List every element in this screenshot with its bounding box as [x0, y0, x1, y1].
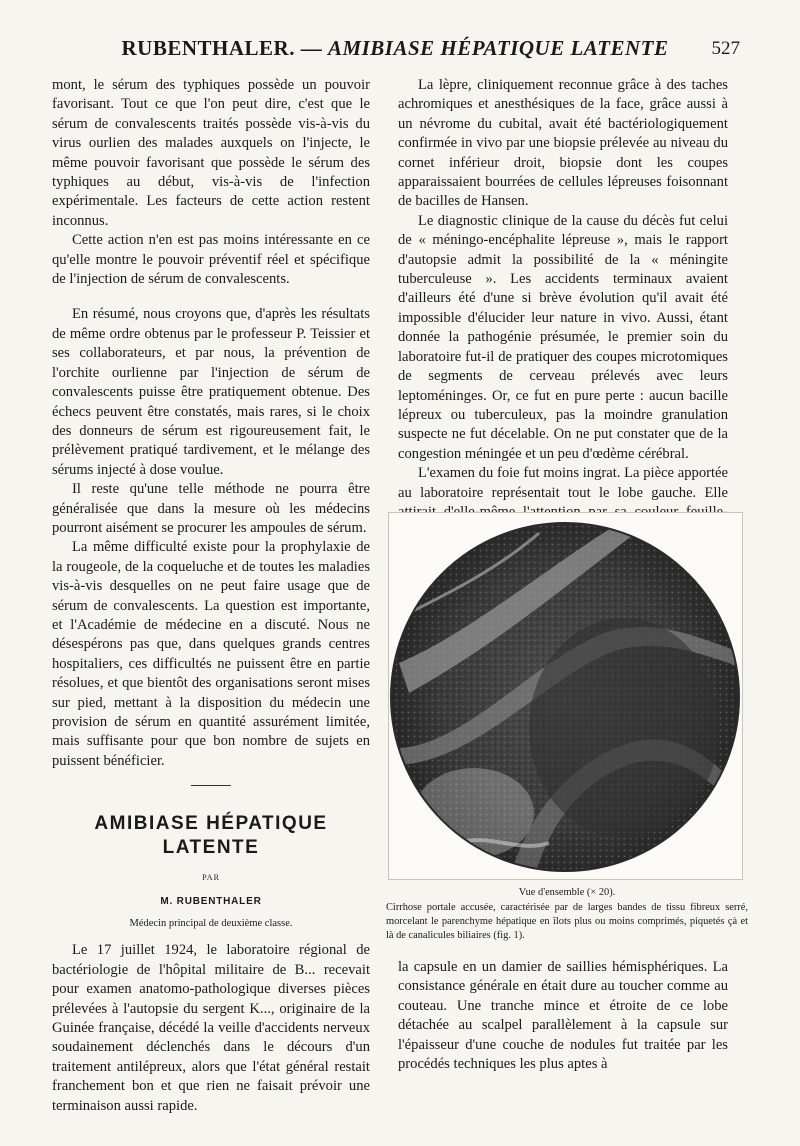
article-title-line: LATENTE — [162, 837, 260, 859]
micrograph-figure — [388, 512, 743, 880]
paragraph: La même difficulté existe pour la prophylaxie de la rougeole, de la coqueluche et de toutes les maladies vis-à-vis desquelles on ne peut faire usage que de sérum de convalescents. La question est importante, et l'Académie de médecine en a discuté. Nous ne désespérons pas que, dans quelques grands centres hospitaliers, ces difficultés ne puissent être en partie résolues, et que bientôt des organisations seront mises sur pied, mettant à la disposition du médecin une provision de sérum en quantité assurément limitée, mais suffisante pour que bon nombre de sujets en puissent bénéficier. — [52, 539, 370, 769]
figure-caption — [386, 886, 748, 943]
byline-par: PAR — [202, 873, 220, 883]
parenchyma-islet — [529, 618, 719, 838]
page-number: 527 — [711, 38, 740, 59]
running-title-author: RUBENTHALER. — — [121, 36, 323, 60]
article-title-line: AMIBIASE HÉPATIQUE — [94, 813, 328, 835]
right-column-bottom — [398, 958, 728, 1074]
running-title-subject: AMIBIASE HÉPATIQUE LATENTE — [327, 36, 669, 60]
caption-head: Vue d'ensemble (× 20). — [518, 887, 616, 898]
page-header — [50, 36, 740, 66]
right-column-top — [398, 76, 728, 561]
left-column — [52, 76, 370, 1116]
micrograph-image — [389, 513, 742, 879]
paragraph: Il reste qu'une telle méthode ne pourra être généralisée que dans la mesure où les médecins pourront aisément se procurer les ampoules de sérum. — [52, 481, 370, 536]
paragraph: Le 17 juillet 1924, le laboratoire régional de bactériologie de l'hôpital militaire de B... recevait pour examen anatomo-pathologique diverses pièces prélevées à l'autopsie du sergent K..., originaire de la Guinée française, décédé la veille d'accidents nerveux soudainement déclenchés dans le décours d'un traitement antilépreux, alors que l'état général restait franchement bon et que rien ne faisait prévoir une terminaison aussi rapide. — [52, 942, 370, 1114]
running-title — [122, 36, 669, 60]
article-author: M. RUBENTHALER — [160, 895, 262, 907]
paragraph: L'examen du foie fut moins ingrat. La pièce apportée au laboratoire représentait tout le lobe gauche. Elle — [398, 465, 728, 501]
section-separator — [191, 785, 231, 786]
paragraph: La lèpre, cliniquement reconnue grâce à des taches achromiques et anesthésiques de la face, grâce aussi à un névrome du cubital, avait été bactériologiquement confirmée in vivo par une biopsie prélevée au niveau du cornet inférieur droit, biopsie dont les coupes apparaissaient bourrées de cellules lépreuses foisonnant de bacilles de Hansen. — [398, 77, 728, 210]
article-title — [52, 812, 370, 860]
paragraph: la capsule en un damier de saillies hémisphériques. La consistance générale en était dure au toucher comme au couteau. Une tranche mince et étroite de ce lobe détachée au scalpel parallèlement à la capsule sur l'épaisseur d'une couche de nodules fut traitée par les procédés techniques les plus aptes à — [398, 959, 728, 1073]
caption-body: Cirrhose portale accusée, caractérisée par de larges bandes de tissu fibreux serré, morcelant le parenchyme hépatique en îlots plus ou moins comprimés, piquetés çà et là de canalicules biliaires (fig. 1). — [386, 902, 748, 941]
paragraph: Cette action n'en est pas moins intéressante en ce qu'elle montre le pouvoir préventif réel et spécifique de l'injection de sérum de convalescents. — [52, 232, 370, 288]
paragraph: Le diagnostic clinique de la cause du décès fut celui de « méningo-encéphalite lépreuse », mais le rapport d'autopsie admit la possibilité de la « méningite tuberculeuse ». Les accidents terminaux avaient d'ailleurs été d'une si brève évolution qu'il avait été impossible d'élucider leur nature in vivo. Aussi, étant donnée la pathogénie présumée, le premier soin du laboratoire fut-il de pratiquer des coupes microtomiques de segments de cerveau prélevés avec leurs leptoméninges. Or, ce fut en pure perte : aucun bacille lépreux ou tuberculeux, pas la moindre granulation suspecte ne fut décelable. On ne put constater que de la congestion méningée et un peu d'œdème cérébral. — [398, 212, 728, 462]
paragraph: En résumé, nous croyons que, d'après les résultats de même ordre obtenus par le professeur P. Teissier et ses collaborateurs, et par nous, la prévention de l'orchite ourlienne par l'injection de sérum de convalescents puisse être pratiquement obtenue. Des échecs peuvent être constatés, mais rares, si le choix des donneurs de sérum est rigoureusement fait, le prélèvement pratiqué tardivement, et le mélange des sérums injecté à dose voulue. — [52, 306, 370, 478]
author-affiliation: Médecin principal de deuxième classe. — [129, 918, 293, 930]
paragraph: mont, le sérum des typhiques possède un pouvoir favorisant. Tout ce que l'on peut dire, c'est que le sérum de convalescents traités possède vis-à-vis du virus ourlien des malades auxquels on l'injecte, le même pouvoir favorisant que possède le sérum des typhiques au début, vis-à-vis de l'infection expérimentale. Les facteurs de cette action restent inconnus. — [52, 77, 370, 229]
